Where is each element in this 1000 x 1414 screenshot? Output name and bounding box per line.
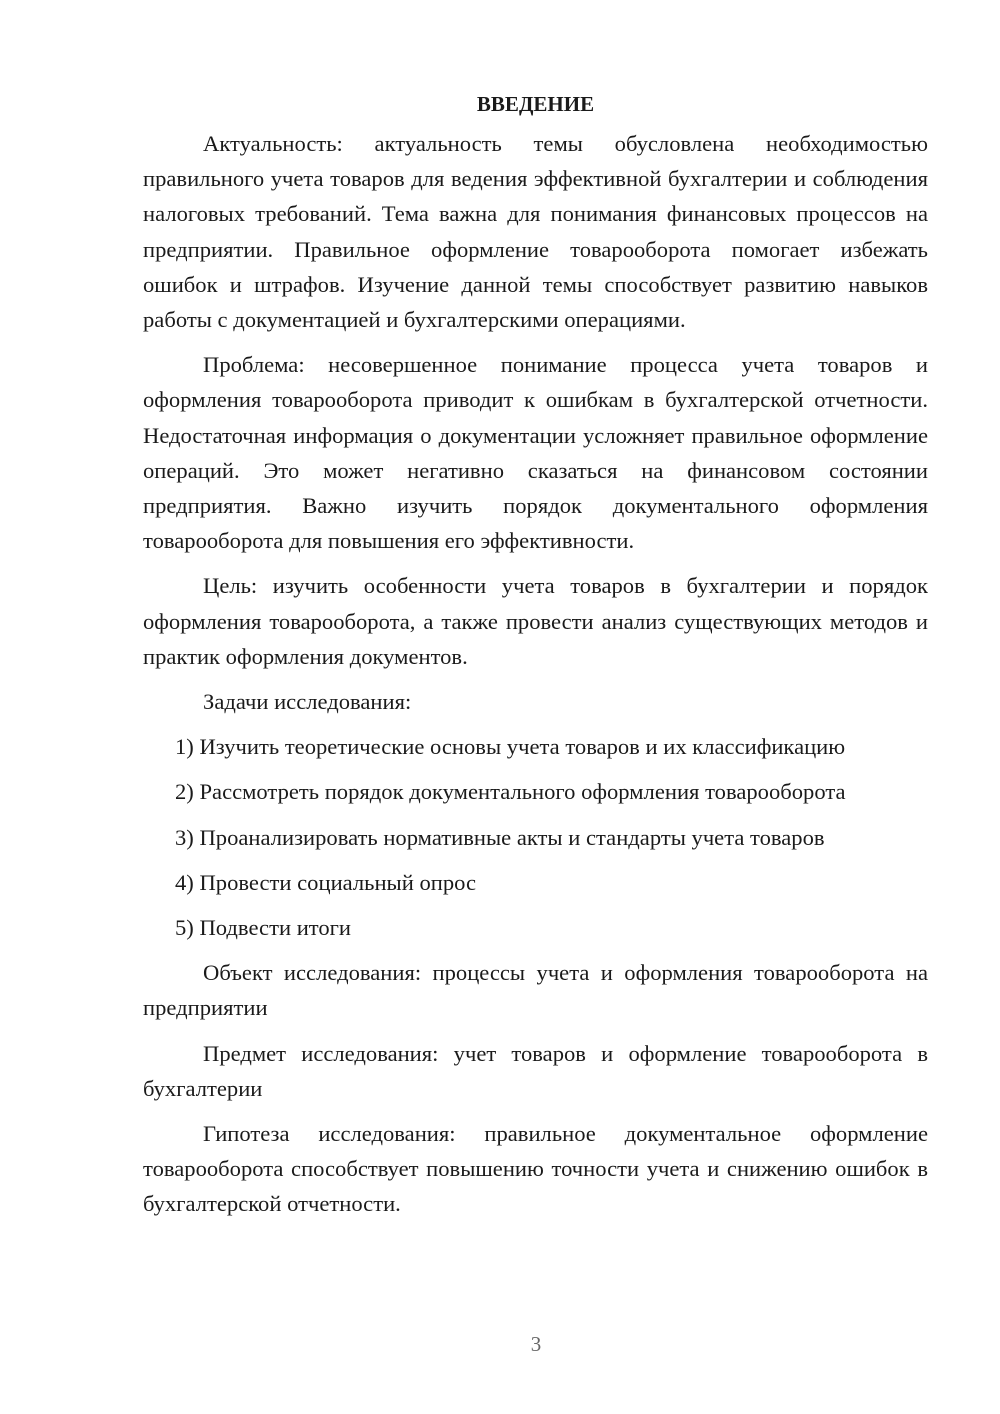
problem-paragraph: Проблема: несовершенное понимание процесса учета товаров и оформления товарооборота приводит к ошибкам в бухгалтерской отчетности. Недостаточная информация о документации усложняет правильное оформление операций. Это может негативно сказаться на финансовом состоянии предприятия. Важно изучить порядок документального оформления товарооборота для повышения его эффективности. [143, 352, 928, 554]
tasks-title: Задачи исследования: [203, 689, 412, 715]
subject-paragraph: Предмет исследования: учет товаров и оформление товарооборота в бухгалтерии [143, 1040, 928, 1101]
task-item: 1) Изучить теоретические основы учета товаров и их классификацию [175, 734, 846, 760]
document-page [143, 88, 928, 1222]
section-heading: ВВЕДЕНИЕ [476, 92, 595, 116]
task-item: 4) Провести социальный опрос [175, 869, 477, 895]
goal-paragraph: Цель: изучить особенности учета товаров в бухгалтерии и порядок оформления товарооборота, а также провести анализ существующих методов и практик оформления документов. [143, 573, 928, 669]
task-item: 5) Подвести итоги [175, 915, 352, 941]
relevance-paragraph: Актуальность: актуальность темы обусловлена необходимостью правильного учета товаров для ведения эффективной бухгалтерии и соблюдения налоговых требований. Тема важна для понимания финансовых процессов на предприятии. Правильное оформление товарооборота помогает избежать ошибок и штрафов. Изучение данной темы способствует развитию навыков работы с документацией и бухгалтерскими операциями. [143, 131, 928, 333]
task-item: 3) Проанализировать нормативные акты и стандарты учета товаров [175, 824, 825, 850]
object-paragraph: Объект исследования: процессы учета и оформления товарооборота на предприятии [143, 960, 928, 1021]
hypothesis-paragraph: Гипотеза исследования: правильное документальное оформление товарооборота способствует повышению точности учета и снижению ошибок в бухгалтерской отчетности. [143, 1121, 928, 1217]
page-number: 3 [530, 1332, 542, 1356]
task-item: 2) Рассмотреть порядок документального оформления товарооборота [175, 779, 846, 805]
